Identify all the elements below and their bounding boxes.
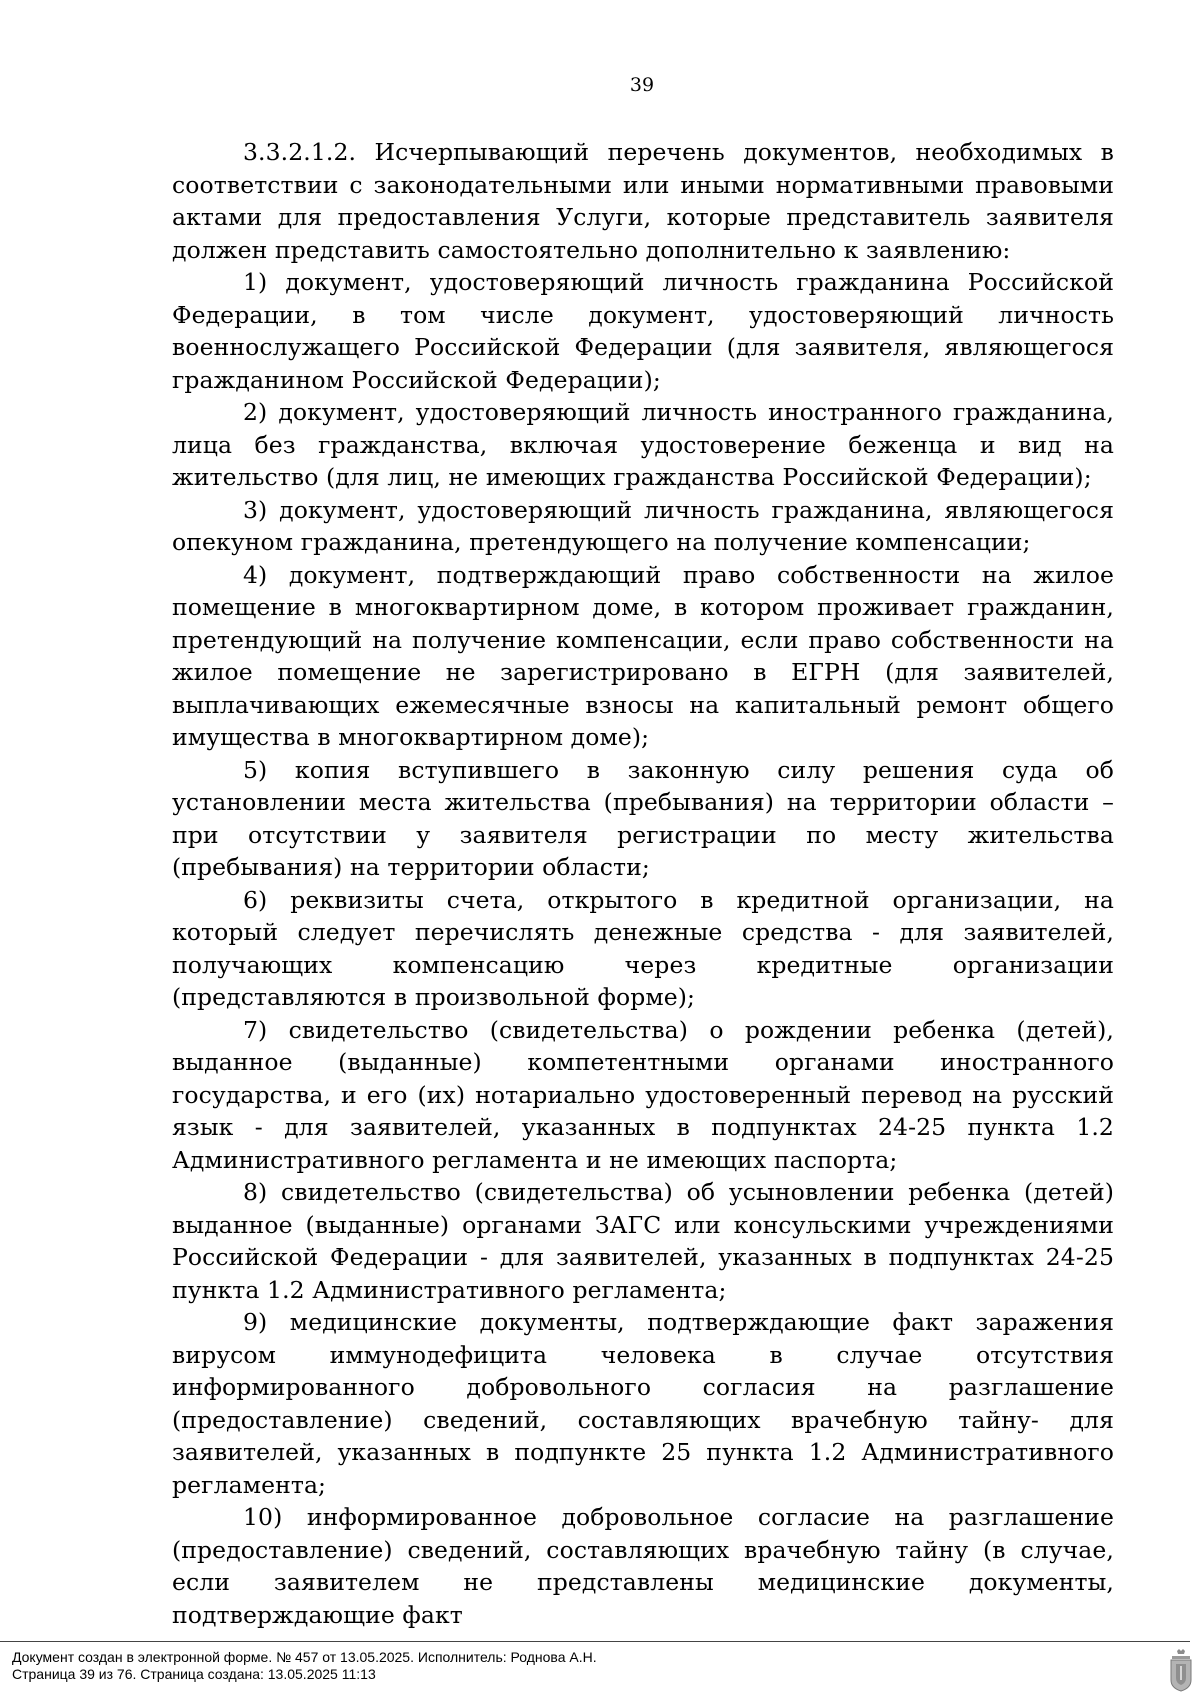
list-item-2: 2) документ, удостоверяющий личность иностранного гражданина, лица без гражданства, включая удостоверение беженца и вид на жительство (для лиц, не имеющих гражданства Российской Федерации); [172, 398, 1114, 491]
list-item-9: 9) медицинские документы, подтверждающие факт заражения вирусом иммунодефицита человека в случае отсутствия информированного добровольного согласия на разглашение (предоставление) сведений, составляющих врачебную тайну- для заявителей, указанных в подпункте 25 пункта 1.2 Административного регламента; [172, 1308, 1114, 1499]
list-item-8: 8) свидетельство (свидетельства) об усыновлении ребенка (детей) выданное (выданные) органами ЗАГС или консульскими учреждениями Российской Федерации - для заявителей, указанных в подпунктах 24-25 пункта 1.2 Административного регламента; [172, 1178, 1114, 1304]
list-item-5: 5) копия вступившего в законную силу решения суда об установлении места жительства (пребывания) на территории области – при отсутствии у заявителя регистрации по месту жительства (пребывания) на территории области; [172, 755, 1114, 881]
paragraph-3-3-2-1-2: 3.3.2.1.2. Исчерпывающий перечень документов, необходимых в соответствии с законодательными или иными нормативными правовыми актами для предоставления Услуги, которые представитель заявителя должен представить самостоятельно дополнительно к заявлению: [172, 138, 1114, 264]
coat-of-arms-icon [1168, 1648, 1194, 1692]
page-number: 39 [629, 74, 655, 96]
list-item-1: 1) документ, удостоверяющий личность гражданина Российской Федерации, в том числе документ, удостоверяющий личность военнослужащего Российской Федерации (для заявителя, являющегося гражданином Российской Федерации); [172, 268, 1114, 394]
document-body [172, 136, 1114, 1631]
list-item-3: 3) документ, удостоверяющий личность гражданина, являющегося опекуном гражданина, претендующего на получение компенсации; [172, 495, 1114, 556]
list-item-7: 7) свидетельство (свидетельства) о рождении ребенка (детей), выданное (выданные) компетентными органами иностранного государства, и его (их) нотариально удостоверенный перевод на русский язык - для заявителей, указанных в подпунктах 24-25 пункта 1.2 Административного регламента и не имеющих паспорта; [172, 1015, 1114, 1174]
list-item-4: 4) документ, подтверждающий право собственности на жилое помещение в многоквартирном доме, в котором проживает гражданин, претендующий на получение компенсации, если право собственности на жилое помещение не зарегистрировано в ЕГРН (для заявителей, выплачивающих ежемесячные взносы на капитальный ремонт общего имущества в многоквартирном доме); [172, 560, 1114, 751]
document-footer [0, 1641, 1200, 1698]
footer-document-info: Документ создан в электронной форме. № 457 от 13.05.2025. Исполнитель: Роднова А.Н. [12, 1649, 597, 1665]
footer-page-info: Страница 39 из 76. Страница создана: 13.05.2025 11:13 [12, 1666, 376, 1682]
list-item-10: 10) информированное добровольное согласие на разглашение (предоставление) сведений, составляющих врачебную тайну (в случае, если заявителем не представлены медицинские документы, подтверждающие факт [172, 1503, 1114, 1629]
footer-text [12, 1649, 597, 1683]
list-item-6: 6) реквизиты счета, открытого в кредитной организации, на который следует перечислять денежные средства - для заявителей, получающих компенсацию через кредитные организации (представляются в произвольной форме); [172, 885, 1114, 1011]
footer-divider [0, 1641, 1190, 1642]
